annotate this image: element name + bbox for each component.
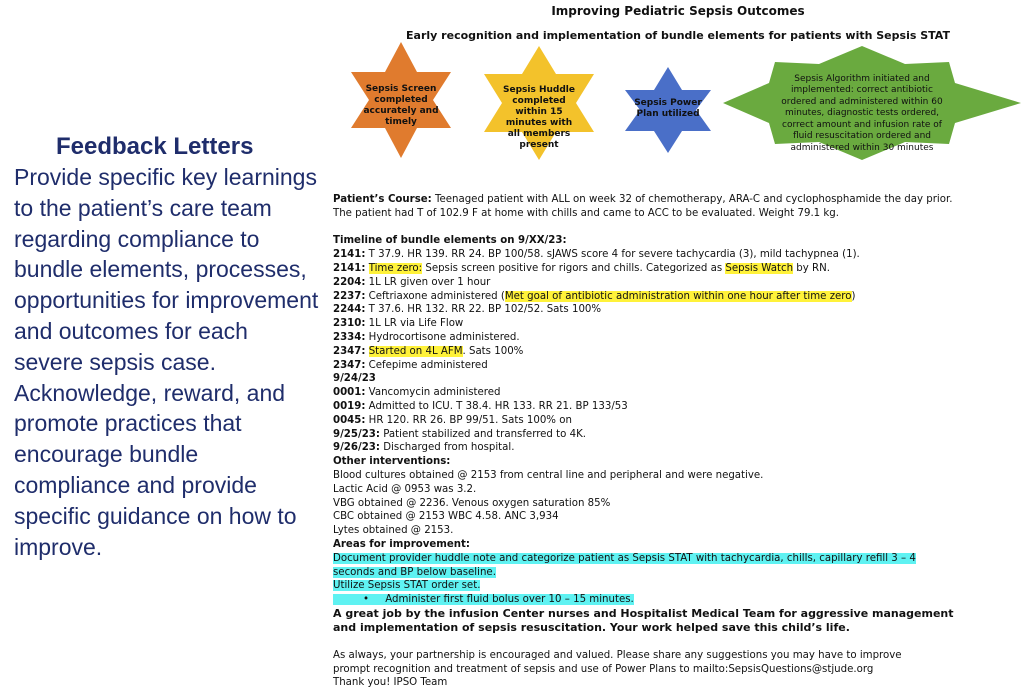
improvement-item: Utilize Sepsis STAT order set. (333, 580, 481, 592)
timeline-entry: 9/25/23: Patient stabilized and transferred to 4K. (333, 428, 587, 440)
feedback-body: Provide specific key learnings to the patient’s care team regarding compliance to bundle elements, processes, opportunities for improvement and outcomes for each severe sepsis case. Acknowledge, reward, and promote practices that encourage bundle compliance and provide specific guidance on how to improve. (14, 164, 319, 560)
timeline-entry: 2141: T 37.9. HR 139. RR 24. BP 100/58. sJAWS score 4 for severe tachycardia (3), mild tachypnea (1). (333, 249, 860, 261)
timeline-entry: 2244: T 37.6. HR 132. RR 22. BP 102/52. Sats 100% (333, 304, 602, 316)
improvement-bullet-item: • Administer first fluid bolus over 10 – 15 minutes. (333, 594, 634, 605)
star-huddle-text: Sepsis Huddle completed within 15 minutes with all members present (503, 85, 575, 150)
timeline-heading: Timeline of bundle elements on 9/XX/23: (333, 235, 567, 247)
letter-title: Improving Pediatric Sepsis Outcomes (551, 4, 805, 18)
closing-line: As always, your partnership is encouraged and valued. Please share any suggestions you may have to improve (333, 649, 902, 661)
intervention-item: VBG obtained @ 2236. Venous oxygen saturation 85% (333, 497, 611, 509)
timeline-entry: 2310: 1L LR via Life Flow (333, 318, 464, 330)
timeline-entry: 2204: 1L LR given over 1 hour (333, 276, 491, 288)
praise-line: and implementation of sepsis resuscitation. Your work helped save this child’s life. (333, 620, 850, 634)
timeline-entry: 2347: Cefepime administered (333, 359, 488, 371)
timeline-entry: 2237: Ceftriaxone administered (Met goal of antibiotic administration within one hour after time zero) (333, 290, 856, 302)
course-text-2: The patient had T of 102.9 F at home with chills and came to ACC to be evaluated. Weight 79.1 kg. (333, 207, 840, 219)
timeline-date: 9/24/23 (333, 373, 376, 385)
feedback-panel (14, 132, 319, 562)
letter-subtitle: Early recognition and implementation of bundle elements for patients with Sepsis STAT (406, 29, 950, 42)
closing-signoff: Thank you! IPSO Team (333, 677, 448, 689)
intervention-item: Blood cultures obtained @ 2153 from central line and peripheral and were negative. (333, 469, 764, 481)
intervention-item: Lactic Acid @ 0953 was 3.2. (333, 483, 477, 495)
timeline-entry: 9/26/23: Discharged from hospital. (333, 442, 515, 454)
praise-line: A great job by the infusion Center nurses and Hospitalist Medical Team for aggressive management (333, 606, 954, 620)
intervention-item: Lytes obtained @ 2153. (333, 525, 454, 537)
closing-line: prompt recognition and treatment of sepsis and use of Power Plans to mailto:SepsisQuestions@stjude.org (333, 663, 874, 675)
star-powerplan-text: Sepsis Power Plan utilized (634, 98, 702, 119)
star-screen-text: Sepsis Screen completed accurately and timely (363, 84, 439, 127)
patient-letter (333, 193, 1023, 690)
timeline-entry: 2347: Started on 4L AFM. Sats 100% (333, 345, 524, 357)
timeline-entry: 2141: Time zero: Sepsis screen positive for rigors and chills. Categorized as Sepsis Watch by RN. (333, 262, 830, 274)
timeline-entry: 0045: HR 120. RR 26. BP 99/51. Sats 100% on (333, 414, 572, 426)
areas-heading: Areas for improvement: (333, 538, 470, 550)
feedback-heading: Feedback Letters (56, 133, 254, 160)
timeline-entry: 0001: Vancomycin administered (333, 387, 501, 399)
course-label: Patient’s Course: (333, 194, 432, 205)
improvement-item: Document provider huddle note and categorize patient as Sepsis STAT with tachycardia, chills, capillary refill 3 – 4 (333, 552, 916, 564)
intervention-item: CBC obtained @ 2153 WBC 4.58. ANC 3,934 (333, 511, 559, 523)
timeline-entry: 2334: Hydrocortisone administered. (333, 331, 520, 343)
course-text: Teenaged patient with ALL on week 32 of chemotherapy, ARA-C and cyclophosphamide the day prior. (431, 194, 953, 205)
timeline-entry: 0019: Admitted to ICU. T 38.4. HR 133. RR 21. BP 133/53 (333, 400, 628, 412)
star-algorithm-text: Sepsis Algorithm initiated and implemented: correct antibiotic ordered and administered within 60 minutes, diagnostic tests ordered, correct amount and infusion rate of fluid resuscitation ordered and administered within 30 minutes (781, 73, 943, 153)
improvement-item: seconds and BP below baseline. (333, 566, 496, 578)
other-heading: Other interventions: (333, 456, 451, 468)
